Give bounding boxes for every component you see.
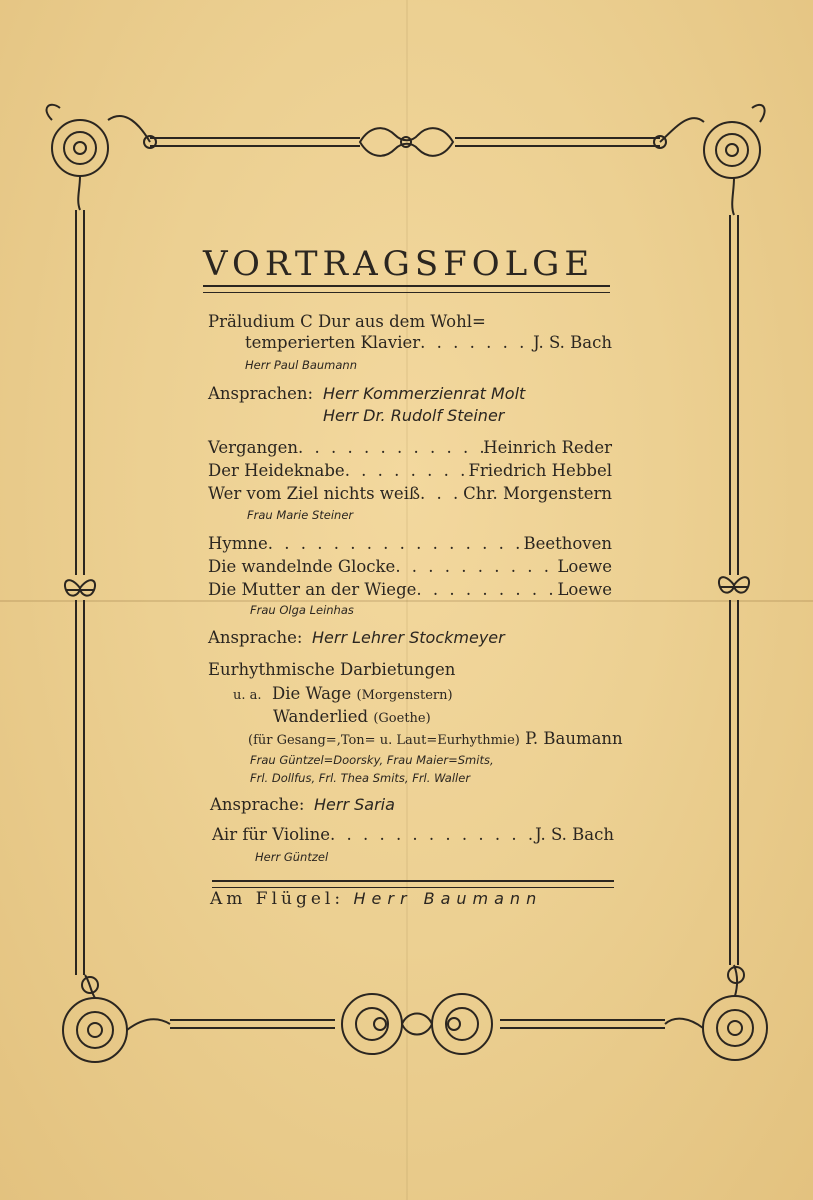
page-title: VORTRAGSFOLGE	[203, 244, 595, 284]
item-title: Hymne	[208, 534, 268, 553]
bottom-left-ornament	[63, 975, 170, 1062]
program-item	[208, 484, 612, 504]
performer: Herr Paul Baumann	[245, 358, 358, 372]
praeludium-title: temperierten Klavier	[245, 333, 421, 352]
item-title: Die Wage	[272, 684, 352, 703]
dot-leader	[268, 534, 524, 554]
program-item	[208, 557, 612, 577]
eurhythmie-heading: Eurhythmische Darbietungen	[208, 660, 456, 679]
item-title: Vergangen	[208, 438, 299, 457]
item-title: Die Mutter an der Wiege	[208, 580, 417, 599]
speaker: Herr Dr. Rudolf Steiner	[323, 406, 505, 425]
accompanist-label: Am Flügel:	[210, 889, 345, 909]
footer-rule	[212, 880, 614, 888]
eurhythmie-item	[233, 684, 453, 706]
title-rule	[203, 285, 610, 293]
dot-leader	[420, 484, 463, 504]
item-title: Wanderlied	[273, 707, 369, 726]
speaker: Herr Kommerzienrat Molt	[323, 384, 526, 403]
left-knot-ornament	[65, 580, 95, 595]
bottom-right-ornament	[665, 965, 767, 1060]
item-title: Die wandelnde Glocke	[208, 557, 396, 576]
dot-leader	[330, 825, 535, 845]
item-author: Loewe	[557, 557, 612, 576]
item-title: Der Heideknabe	[208, 461, 345, 480]
praeludium-composer: J. S. Bach	[533, 333, 612, 352]
ansprache-label: Ansprache:	[210, 795, 305, 814]
program-item	[208, 461, 612, 481]
dot-leader	[395, 557, 557, 577]
ansprachen-label: Ansprachen:	[208, 384, 314, 403]
dot-leader	[416, 580, 557, 600]
top-center-ornament	[360, 128, 453, 156]
dot-leader	[345, 461, 469, 481]
top-right-ornament	[654, 105, 765, 215]
praeludium-line-2	[245, 333, 612, 353]
item-author: Chr. Morgenstern	[463, 484, 612, 503]
speaker: Herr Lehrer Stockmeyer	[312, 628, 505, 647]
bottom-center-ornament	[342, 994, 492, 1054]
dot-leader	[298, 438, 483, 458]
item-author: (Goethe)	[373, 711, 431, 726]
ansprache-label: Ansprache:	[208, 628, 303, 647]
accompanist-name: Herr Baumann	[353, 889, 543, 908]
ua-label: u. a.	[233, 688, 262, 703]
item-title: Air für Violine	[212, 825, 330, 844]
program-item	[208, 534, 612, 554]
item-author: Heinrich Reder	[483, 438, 612, 457]
item-author: Loewe	[557, 580, 612, 599]
performer: Frau Güntzel=Doorsky, Frau Maier=Smits,	[250, 753, 494, 767]
dot-leader	[420, 333, 533, 353]
right-knot-ornament	[719, 577, 749, 592]
eurhythmie-item	[273, 707, 431, 729]
accompanist-line	[210, 889, 542, 909]
program-item	[208, 580, 612, 600]
item-title: Wer vom Ziel nichts weiß	[208, 484, 420, 503]
speaker: Herr Saria	[314, 795, 395, 814]
performer: Frau Olga Leinhas	[250, 603, 354, 617]
top-left-ornament	[47, 105, 156, 210]
performer: Frl. Dollfus, Frl. Thea Smits, Frl. Waller	[250, 771, 471, 785]
item-author: Friedrich Hebbel	[468, 461, 612, 480]
item-author: (Morgenstern)	[356, 688, 453, 703]
item-author: Beethoven	[523, 534, 612, 553]
item-note: (für Gesang=,Ton= u. Laut=Eurhythmie)	[248, 733, 520, 748]
item-author: P. Baumann	[525, 729, 623, 748]
eurhythmie-item	[248, 729, 623, 751]
praeludium-line-1: Präludium C Dur aus dem Wohl=	[208, 312, 486, 331]
program-item	[208, 438, 612, 458]
program-item	[212, 825, 614, 845]
performer: Frau Marie Steiner	[247, 508, 354, 522]
item-author: J. S. Bach	[535, 825, 614, 844]
performer: Herr Güntzel	[255, 850, 329, 864]
